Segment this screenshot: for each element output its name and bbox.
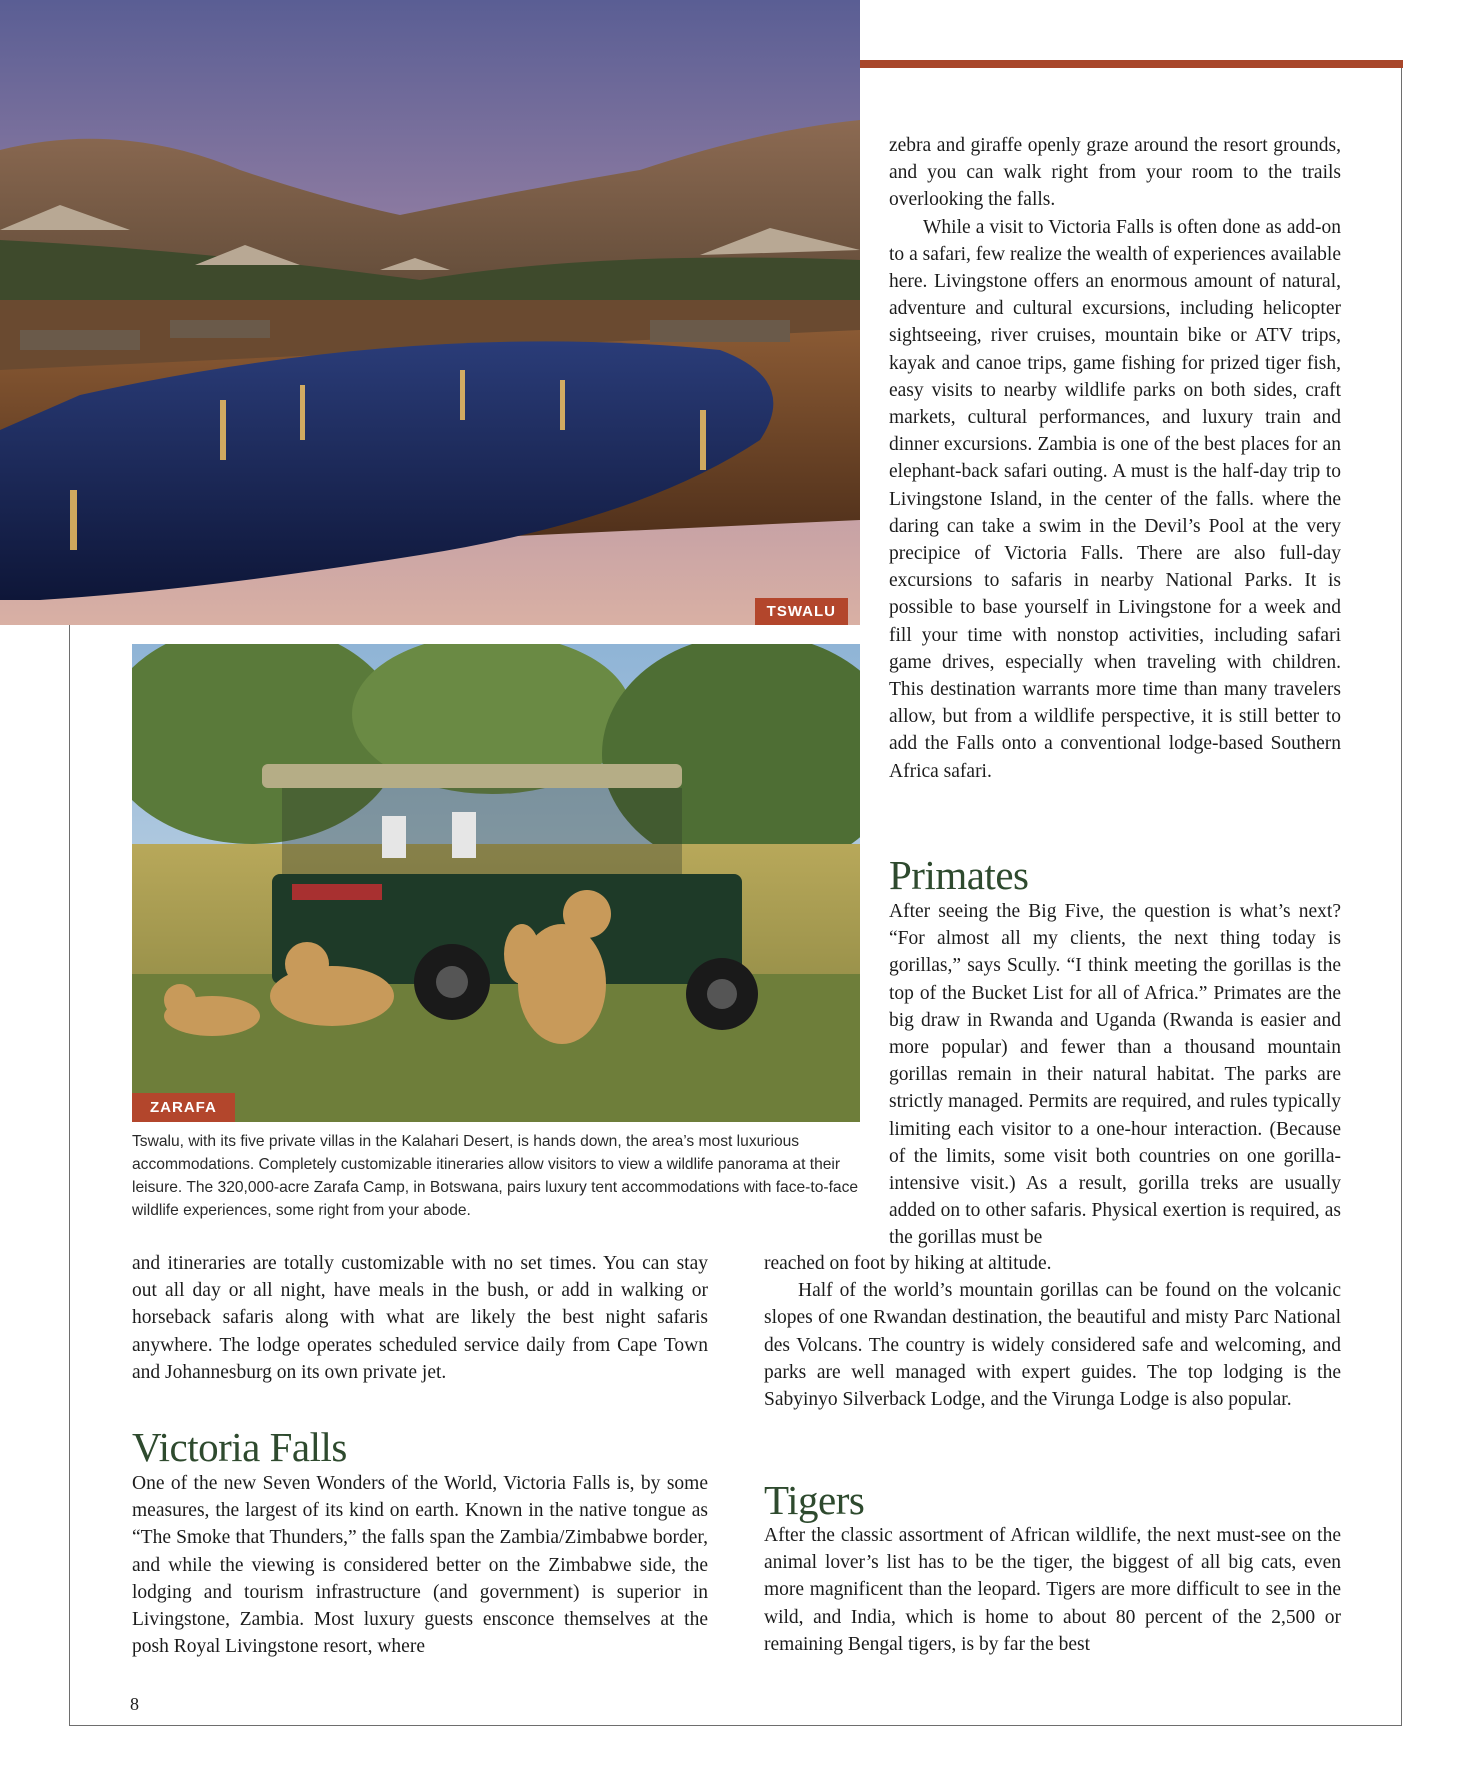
tigers-paragraph: After the classic assortment of African wildlife, the next must-see on the animal lover’s list has to be the tiger, the biggest of all big cats, even more magnificent than the leopard. Tigers are more difficult to see in the wild, and India, which is home to about 80 percent of the 2,500 or remaining Bengal tigers, is by far the best <box>764 1525 1341 1655</box>
victoria-falls-section <box>132 1470 708 1660</box>
livingstone-paragraph: While a visit to Victoria Falls is often done as add-on to a safari, few realize the wealth of experiences available here. Livingstone offers an enormous amount of natural, adventure and cultural excursions, including helicopter sightseeing, river cruises, mountain bike or ATV trips, kayak and canoe trips, game fishing for prized tiger fish, easy visits to nearby wildlife parks on both sides, craft markets, cultural performances, and luxury train and dinner excursions. Zambia is one of the best places for an elephant-back safari outing. A must is the half-day trip to Livingstone Island, in the center of the falls. where the daring can take a swim in the Devil’s Pool at the very precipice of Victoria Falls. There are also full-day excursions to safaris in nearby National Parks. It is possible to base yourself in Livingstone for a week and fill your time with nonstop activities, including safari game drives, especially when traveling with children. This destination warrants more time than many travelers allow, but from a wildlife perspective, it is still better to add the Falls onto a conventional lodge-based Southern Africa safari. <box>889 216 1341 782</box>
primates-paragraph-1: After seeing the Big Five, the question is what’s next? “For almost all my clients, the next thing today is gorillas,” says Scully. “I think meeting the gorillas is the top of the Bucket List for all of Africa.” Primates are the big draw in Rwanda and Uganda (Rwanda is easier and more popular) and fewer than a thousand mountain gorillas remain in their natural habitat. The parks are strictly managed. Permits are required, and rules typically limiting each visitor to a one-hour interaction. (Because of the limits, some visit both countries on one gorilla-intensive visit.) As a result, gorilla treks are usually added on to other safaris. Physical exertion is required, as the gorillas must be <box>889 901 1341 1249</box>
primates-paragraph-1-end: reached on foot by hiking at altitude. <box>764 1253 1052 1274</box>
photo-caption: Tswalu, with its five private villas in the Kalahari Desert, is hands down, the area’s most luxurious accommodations. Completely customizable itineraries allow visitors to view a wildlife panorama at their leisure. The 320,000-acre Zarafa Camp, in Botswana, pairs luxury tent accommodations with face-to-face wildlife experiences, some right from your abode. <box>132 1133 859 1219</box>
right-column-lower <box>764 1250 1341 1413</box>
falls-paragraph-continued: zebra and giraffe openly graze around the resort grounds, and you can walk right from your room to the trails overlooking the falls. <box>889 135 1341 211</box>
victoria-falls-paragraph: One of the new Seven Wonders of the World, Victoria Falls is, by some measures, the largest of its kind on earth. Known in the native tongue as “The Smoke that Thunders,” the falls span the Zambia/Zimbabwe border, and while the viewing is considered better on the Zimbabwe side, the lodging and tourism infrastructure (and government) is superior in Livingstone, Zambia. Most luxury guests ensconce themselves at the posh Royal Livingstone resort, where <box>132 1473 708 1658</box>
photo-tag-zarafa: ZARAFA <box>132 1093 235 1122</box>
right-column-top <box>889 132 1341 785</box>
page-number: 8 <box>130 1694 139 1714</box>
zarafa-photo <box>132 644 860 1122</box>
tswalu-paragraph-continued: and itineraries are totally customizable with no set times. You can stay out all day or all night, have meals in the bush, or add in walking or horseback safaris along with what are likely the best night safaris anywhere. The lodge operates scheduled service daily from Cape Town and Johannesburg on its own private jet. <box>132 1253 708 1383</box>
tigers-section <box>764 1522 1341 1658</box>
victoria-falls-heading: Victoria Falls <box>132 1424 347 1470</box>
primates-paragraph-2: Half of the world’s mountain gorillas can be found on the volcanic slopes of one Rwandan destination, the beautiful and misty Parc National des Volcans. The country is widely considered safe and welcoming, and parks are well managed with expert guides. The top lodging is the Sabyinyo Silverback Lodge, and the Virunga Lodge is also popular. <box>764 1280 1341 1411</box>
accent-bar <box>860 60 1403 68</box>
primates-heading: Primates <box>889 852 1029 898</box>
photo-tag-tswalu: TSWALU <box>755 598 848 625</box>
tswalu-photo <box>0 0 860 625</box>
primates-section <box>889 898 1341 1252</box>
pool-at-dusk-icon <box>0 0 860 625</box>
lions-and-safari-jeep-icon <box>132 644 860 1122</box>
tigers-heading: Tigers <box>764 1477 865 1523</box>
left-column <box>132 1250 708 1386</box>
